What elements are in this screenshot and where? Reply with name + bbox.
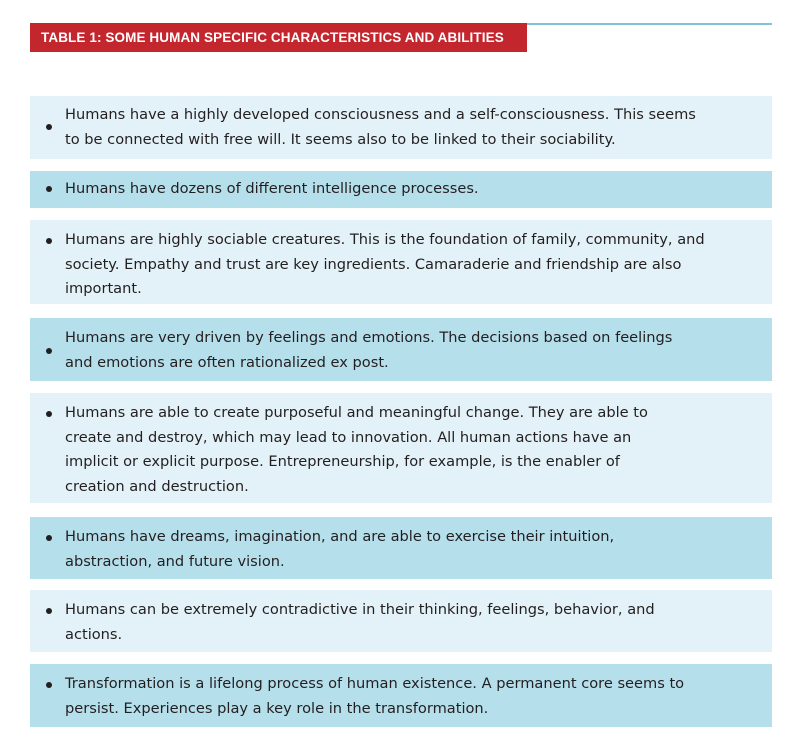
- list-item-text: Humans have dreams, imagination, and are able to exercise their intuition, abstraction, and future vision.: [65, 528, 615, 570]
- list-item: [30, 220, 772, 304]
- list-item-text: Humans have a highly developed consciousness and a self-consciousness. This seems to be connected with free will. It seems also to be linked to their sociability.: [65, 106, 696, 148]
- list-item: [30, 393, 772, 503]
- list-item: [30, 664, 772, 727]
- list-item: [30, 171, 772, 208]
- list-item-text: Humans are able to create purposeful and meaningful change. They are able to create and destroy, which may lead to innovation. All human actions have an implicit or explicit purpose. Entrepreneurship, for example, is the enabler of creation and destruction.: [65, 404, 648, 495]
- list-item-text: Humans have dozens of different intelligence processes.: [65, 180, 479, 197]
- bullet-icon: [46, 186, 52, 192]
- list-item: [30, 517, 772, 579]
- list-item: [30, 96, 772, 159]
- table-title: TABLE 1: SOME HUMAN SPECIFIC CHARACTERISTICS AND ABILITIES: [30, 23, 527, 52]
- list-item: [30, 590, 772, 652]
- bullet-icon: [46, 124, 52, 130]
- bullet-icon: [46, 348, 52, 354]
- list-item-text: Transformation is a lifelong process of human existence. A permanent core seems to persist. Experiences play a key role in the transformation.: [65, 675, 685, 717]
- bullet-icon: [46, 411, 52, 417]
- bullet-icon: [46, 535, 52, 541]
- title-rule: [527, 23, 772, 25]
- list-item: [30, 318, 772, 381]
- bullet-icon: [46, 682, 52, 688]
- bullet-icon: [46, 608, 52, 614]
- list-item-text: Humans are highly sociable creatures. This is the foundation of family, community, and society. Empathy and trust are key ingredients. Camaraderie and friendship are also important.: [65, 231, 705, 297]
- bullet-icon: [46, 238, 52, 244]
- list-item-text: Humans are very driven by feelings and emotions. The decisions based on feelings and emotions are often rationalized ex post.: [65, 329, 673, 371]
- list-item-text: Humans can be extremely contradictive in their thinking, feelings, behavior, and actions.: [65, 601, 655, 643]
